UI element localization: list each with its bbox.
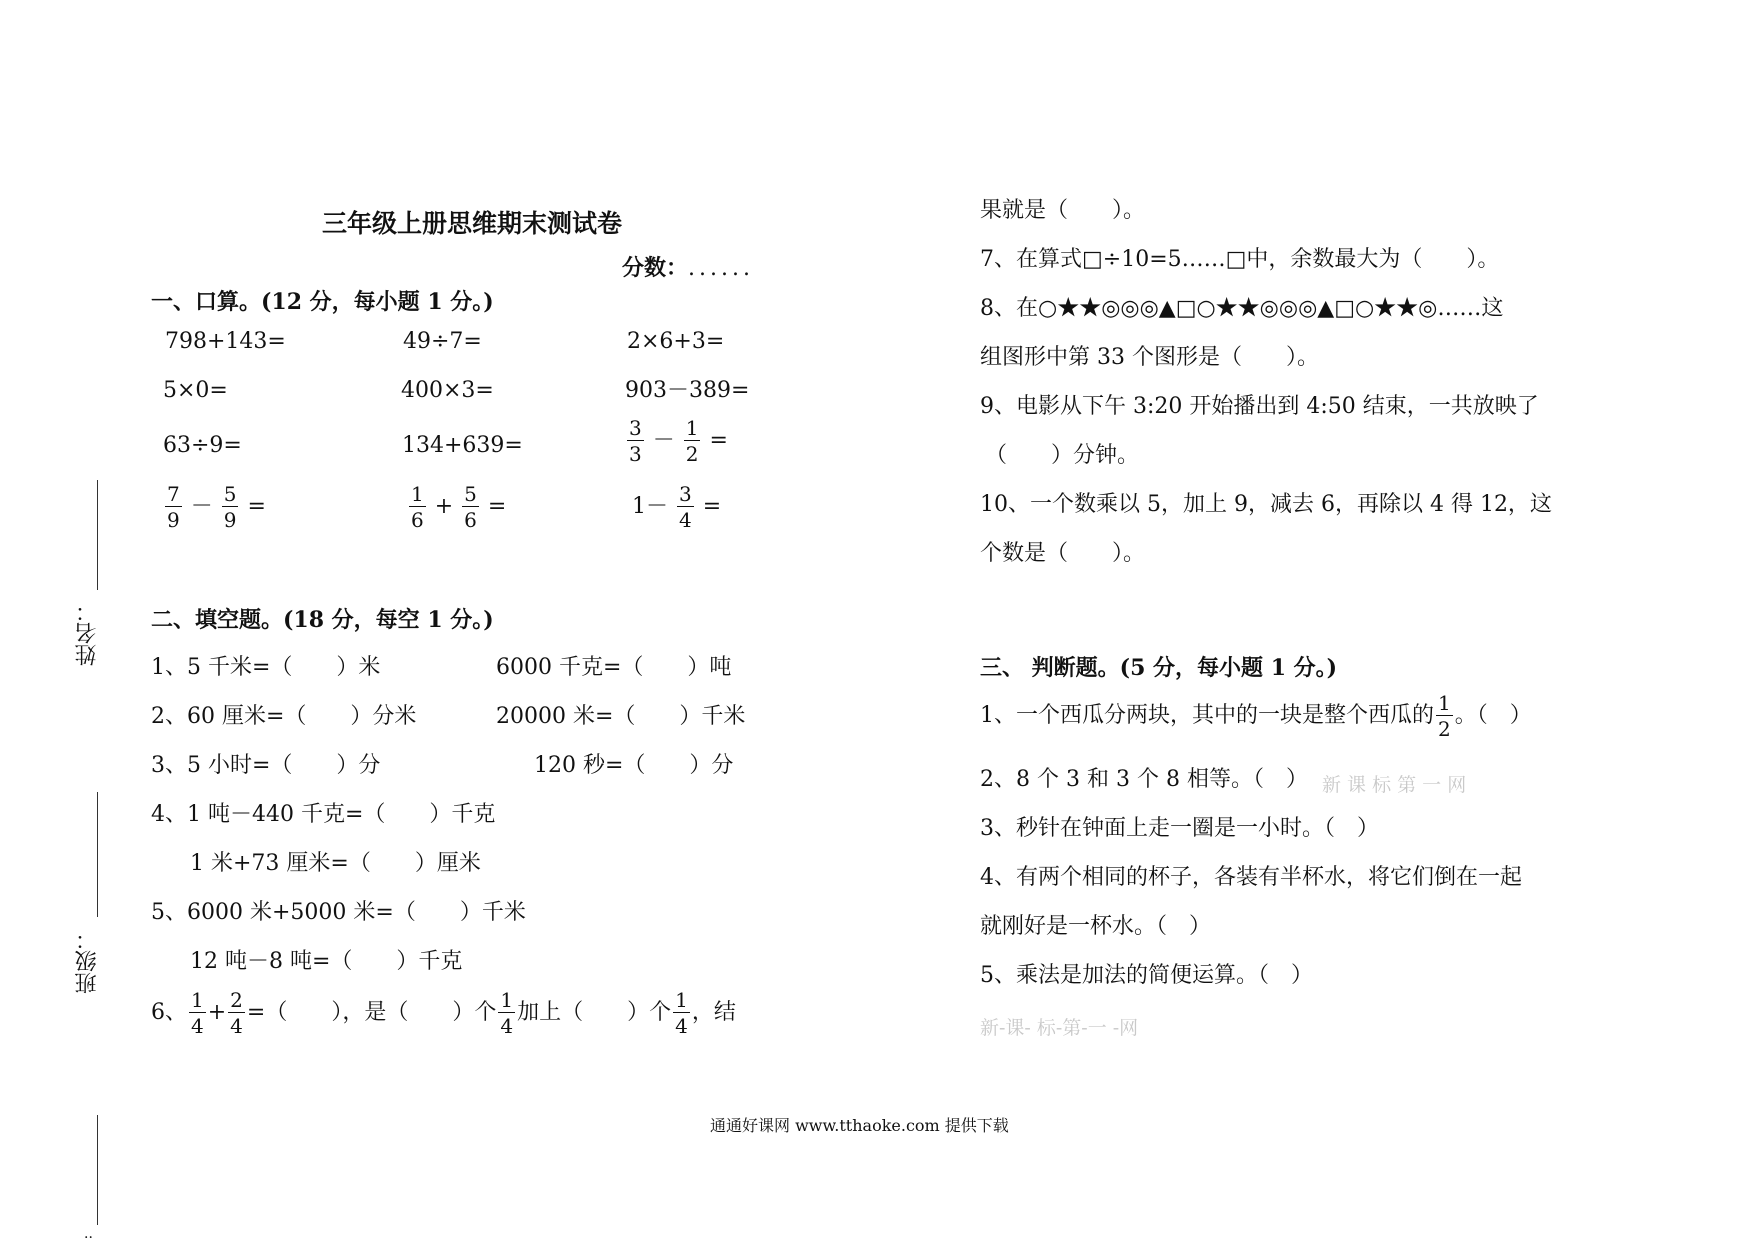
- numerator: 7: [167, 482, 180, 506]
- numerator: 2: [230, 988, 243, 1012]
- fill-q3b: 120 秒=（ ）分: [534, 753, 734, 778]
- fill-q1a: 1、5 千米=（ ）米: [151, 655, 381, 680]
- denominator: 6: [464, 508, 477, 532]
- binding-line-middle: [97, 792, 98, 917]
- numerator: 1: [685, 416, 699, 440]
- operator: －: [652, 428, 675, 453]
- fraction: [673, 990, 690, 1036]
- numerator: 3: [629, 416, 642, 440]
- fill-q4b: 1 米+73 厘米=（ ）厘米: [190, 851, 481, 876]
- fraction: [228, 990, 245, 1036]
- footer-credit: 通通好课网 www.tthaoke.com 提供下载: [710, 1116, 1009, 1135]
- fill-q2b: 20000 米=（ ）千米: [496, 704, 746, 729]
- operator: +: [207, 1000, 227, 1025]
- denominator: 2: [685, 442, 699, 466]
- oral-calc-7: 63÷9=: [163, 433, 242, 458]
- fraction: [1436, 693, 1453, 739]
- equals: =: [709, 428, 728, 453]
- oral-calc-3: 2×6+3=: [627, 329, 725, 354]
- fill-q6: [151, 990, 736, 1036]
- name-label: 姓名：: [75, 600, 100, 666]
- watermark-text: 新-课- 标-第-一 -网: [980, 1017, 1139, 1039]
- question-text: 加上（ ）个: [517, 1000, 672, 1025]
- watermark-text: 新 课 标 第 一 网: [1322, 774, 1467, 796]
- fill-q5a: 5、6000 米+5000 米=（ ）千米: [151, 900, 526, 925]
- judge-q5: 5、乘法是加法的简便运算。（ ）: [980, 963, 1313, 988]
- fraction: [222, 484, 239, 530]
- denominator: 4: [191, 1014, 204, 1038]
- oral-calc-frac-b: [163, 484, 266, 530]
- numerator: 1: [500, 988, 514, 1012]
- judge-q2: 2、8 个 3 和 3 个 8 相等。（ ）: [980, 767, 1308, 792]
- equals: =: [247, 494, 266, 519]
- oral-calc-frac-c: [407, 484, 506, 530]
- denominator: 9: [223, 508, 237, 532]
- oral-calc-6: 903－389=: [625, 378, 750, 403]
- fraction: [409, 484, 426, 530]
- class-label: 班级：: [75, 928, 100, 994]
- judge-q1: [980, 693, 1532, 739]
- oral-calc-1: 798+143=: [165, 329, 286, 354]
- question-text: =（ ），是（ ）个: [246, 1000, 497, 1025]
- question-text: 。（ ）: [1454, 703, 1532, 728]
- page-title: 三年级上册思维期末测试卷: [322, 209, 623, 238]
- question-text: 1、一个西瓜分两块，其中的一块是整个西瓜的: [980, 703, 1434, 728]
- equals: =: [487, 494, 507, 519]
- denominator: 4: [679, 508, 692, 532]
- fraction: [677, 484, 694, 530]
- numerator: 1: [411, 482, 424, 506]
- fill-q4a: 4、1 吨－440 千克=（ ）千克: [151, 802, 496, 827]
- judge-q4-line1: 4、有两个相同的杯子，各装有半杯水，将它们倒在一起: [980, 865, 1522, 890]
- fill-q7: 7、在算式□÷10=5……□中，余数最大为（ ）。: [980, 247, 1500, 272]
- oral-calc-8: 134+639=: [402, 433, 523, 458]
- fill-q2a: 2、60 厘米=（ ）分米: [151, 704, 417, 729]
- question-number: 6、: [151, 1000, 187, 1025]
- operator: －: [190, 494, 213, 519]
- numerator: 1: [191, 988, 204, 1012]
- fraction: [165, 484, 182, 530]
- numerator: 5: [464, 482, 477, 506]
- numerator: 1: [1438, 691, 1451, 715]
- binding-line-bottom: [97, 1115, 98, 1225]
- question-text: ，结: [691, 1000, 736, 1025]
- fill-q8-line1: 8、在○★★◎◎◎▲□○★★◎◎◎▲□○★★◎……这: [980, 296, 1504, 321]
- denominator: 9: [167, 508, 180, 532]
- fraction: [498, 990, 515, 1036]
- fraction: [684, 418, 701, 464]
- section1-heading: 一、口算。(12 分，每小题 1 分。): [151, 289, 494, 315]
- numerator: 1: [675, 988, 688, 1012]
- denominator: 4: [500, 1014, 514, 1038]
- fraction: [189, 990, 206, 1036]
- fill-q5b: 12 吨－8 吨=（ ）千克: [190, 949, 463, 974]
- denominator: 4: [675, 1014, 688, 1038]
- oral-calc-5: 400×3=: [401, 378, 494, 403]
- oral-calc-2: 49÷7=: [403, 329, 482, 354]
- oral-calc-frac-d: [632, 484, 721, 530]
- fill-q10-line1: 10、一个数乘以 5，加上 9，减去 6，再除以 4 得 12，这: [980, 492, 1552, 517]
- score-label-text: 分数：: [622, 255, 689, 281]
- denominator: 4: [230, 1014, 243, 1038]
- numerator: 5: [223, 482, 237, 506]
- section3-heading: 三、 判断题。(5 分，每小题 1 分。): [980, 655, 1338, 681]
- fill-q8-line2: 组图形中第 33 个图形是（ ）。: [980, 345, 1319, 370]
- denominator: 6: [411, 508, 424, 532]
- judge-q4-line2: 就刚好是一杯水。（ ）: [980, 914, 1212, 939]
- denominator: 2: [1438, 717, 1451, 741]
- fraction: [462, 484, 479, 530]
- judge-q3: 3、秒针在钟面上走一圈是一小时。（ ）: [980, 816, 1379, 841]
- fill-q9-line1: 9、电影从下午 3:20 开始播出到 4:50 结束，一共放映了: [980, 394, 1539, 419]
- fill-q9-line2: （ ）分钟。: [985, 443, 1140, 468]
- section2-heading: 二、填空题。(18 分，每空 1 分。): [151, 607, 494, 633]
- fill-q6-continued: 果就是（ ）。: [980, 198, 1146, 223]
- fill-q3a: 3、5 小时=（ ）分: [151, 753, 381, 778]
- oral-calc-4: 5×0=: [163, 378, 228, 403]
- binding-line-top: [97, 480, 98, 590]
- fill-q10-line2: 个数是（ ）。: [980, 541, 1146, 566]
- fill-q1b: 6000 千克=（ ）吨: [496, 655, 732, 680]
- numerator: 3: [679, 482, 692, 506]
- equals: =: [702, 494, 722, 519]
- score-dots: ......: [688, 256, 754, 281]
- binding-mark: ··: [84, 1230, 93, 1246]
- score-label: [622, 256, 754, 281]
- denominator: 3: [629, 442, 642, 466]
- oral-calc-frac-a: [625, 418, 728, 464]
- prefix: 1－: [632, 494, 668, 519]
- fraction: [627, 418, 644, 464]
- operator: +: [434, 494, 454, 519]
